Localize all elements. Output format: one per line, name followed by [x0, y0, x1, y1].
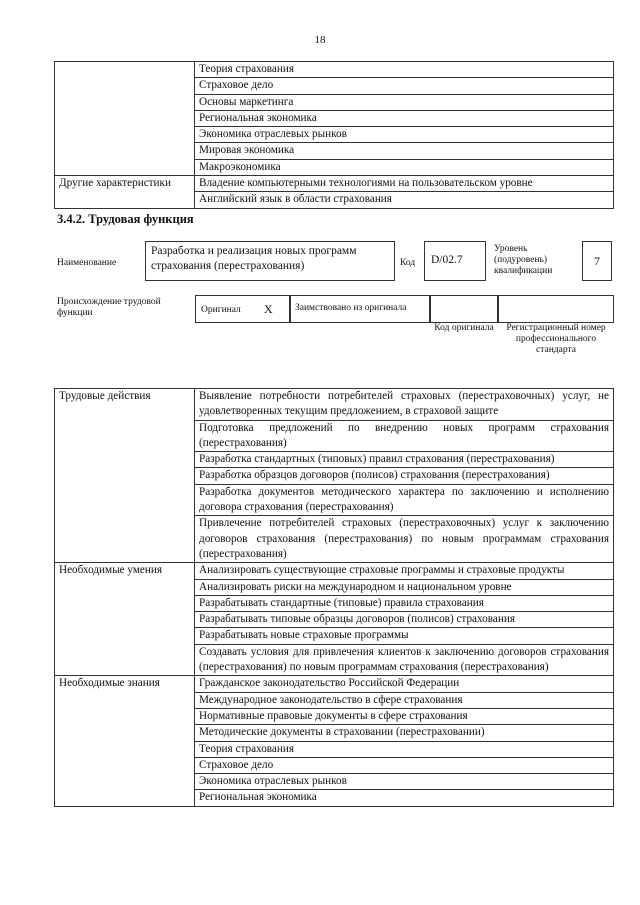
table-cell: Привлечение потребителей страховых (перестраховочных) услуг к заключению договоров страхования (перестрахования) по новым программам страхования (перестрахования) [195, 516, 614, 563]
table-cell: Мировая экономика [195, 143, 614, 159]
table-cell: Международное законодательство в сфере страхования [195, 692, 614, 708]
table-cell: Разработка документов методического характера по заключению и исполнению договора страхования (перестрахования) [195, 484, 614, 516]
table-cell: Анализировать существующие страховые программы и страховые продукты [195, 563, 614, 579]
table-cell: Макроэкономика [195, 159, 614, 175]
table-row [55, 389, 614, 421]
table-cell: Разработка образцов договоров (полисов) страхования (перестрахования) [195, 468, 614, 484]
table-row [55, 563, 614, 579]
borrowed-cell [290, 295, 430, 323]
table-cell: Гражданское законодательство Российской Федерации [195, 676, 614, 692]
original-code-cell [430, 295, 498, 323]
row-label-empty [55, 62, 195, 176]
page-number: 18 [314, 34, 326, 46]
table-cell: Выявление потребности потребителей страховых (перестраховочных) услуг, не удовлетворенных текущим предложением, в страховой защите [195, 389, 614, 421]
function-code: D/02.7 [424, 241, 486, 281]
original-cell [195, 295, 290, 323]
row-label-group: Трудовые действия [55, 389, 195, 563]
table-cell: Разработка стандартных (типовых) правил страхования (перестрахования) [195, 452, 614, 468]
table-cell: Страховое дело [195, 78, 614, 94]
table-cell: Анализировать риски на международном и национальном уровне [195, 579, 614, 595]
qualification-level: 7 [582, 241, 612, 281]
name-label: Наименование [57, 258, 117, 268]
table-row [55, 176, 614, 192]
function-table [54, 388, 614, 807]
table-cell: Разрабатывать стандартные (типовые) правила страхования [195, 595, 614, 611]
table-cell: Разрабатывать новые страховые программы [195, 628, 614, 644]
table-cell: Теория страхования [195, 62, 614, 78]
reg-number-cell [498, 295, 614, 323]
table-cell: Региональная экономика [195, 110, 614, 126]
origin-label: Происхождение трудовой функции [57, 297, 161, 318]
borrowed-label: Заимствовано из оригинала [295, 303, 407, 313]
original-mark: X [264, 302, 273, 316]
row-label-group: Необходимые знания [55, 676, 195, 806]
table-cell: Экономика отраслевых рынков [195, 127, 614, 143]
code-label: Код [400, 258, 416, 268]
code-caption: Код оригинала [434, 323, 494, 333]
table-cell: Методические документы в страховании (перестраховании) [195, 725, 614, 741]
table-cell: Региональная экономика [195, 790, 614, 806]
reg-caption: Регистрационный номер профессионального стандарта [506, 323, 606, 355]
table-cell: Подготовка предложений по внедрению новых программ страхования (перестрахования) [195, 420, 614, 452]
table-cell: Английский язык в области страхования [195, 192, 614, 208]
function-name: Разработка и реализация новых программ страхования (перестрахования) [145, 241, 395, 281]
table-cell: Теория страхования [195, 741, 614, 757]
row-label-other: Другие характеристики [55, 176, 195, 209]
row-label-group: Необходимые умения [55, 563, 195, 676]
table-cell: Разрабатывать типовые образцы договоров (полисов) страхования [195, 612, 614, 628]
table-cell: Владение компьютерными технологиями на пользовательском уровне [195, 176, 614, 192]
level-label: Уровень (подуровень) квалификации [494, 244, 553, 276]
table-cell: Экономика отраслевых рынков [195, 774, 614, 790]
table-row [55, 676, 614, 692]
table-cell: Нормативные правовые документы в сфере страхования [195, 708, 614, 724]
section-title: 3.4.2. Трудовая функция [57, 212, 194, 226]
table-cell: Страховое дело [195, 757, 614, 773]
knowledge-table-continued [54, 61, 614, 209]
table-cell: Основы маркетинга [195, 94, 614, 110]
table-cell: Создавать условия для привлечения клиентов к заключению договоров страхования (перестрахования) по новым программам страхования (перестрахования) [195, 644, 614, 676]
original-label: Оригинал [201, 305, 241, 315]
table-row [55, 62, 614, 78]
